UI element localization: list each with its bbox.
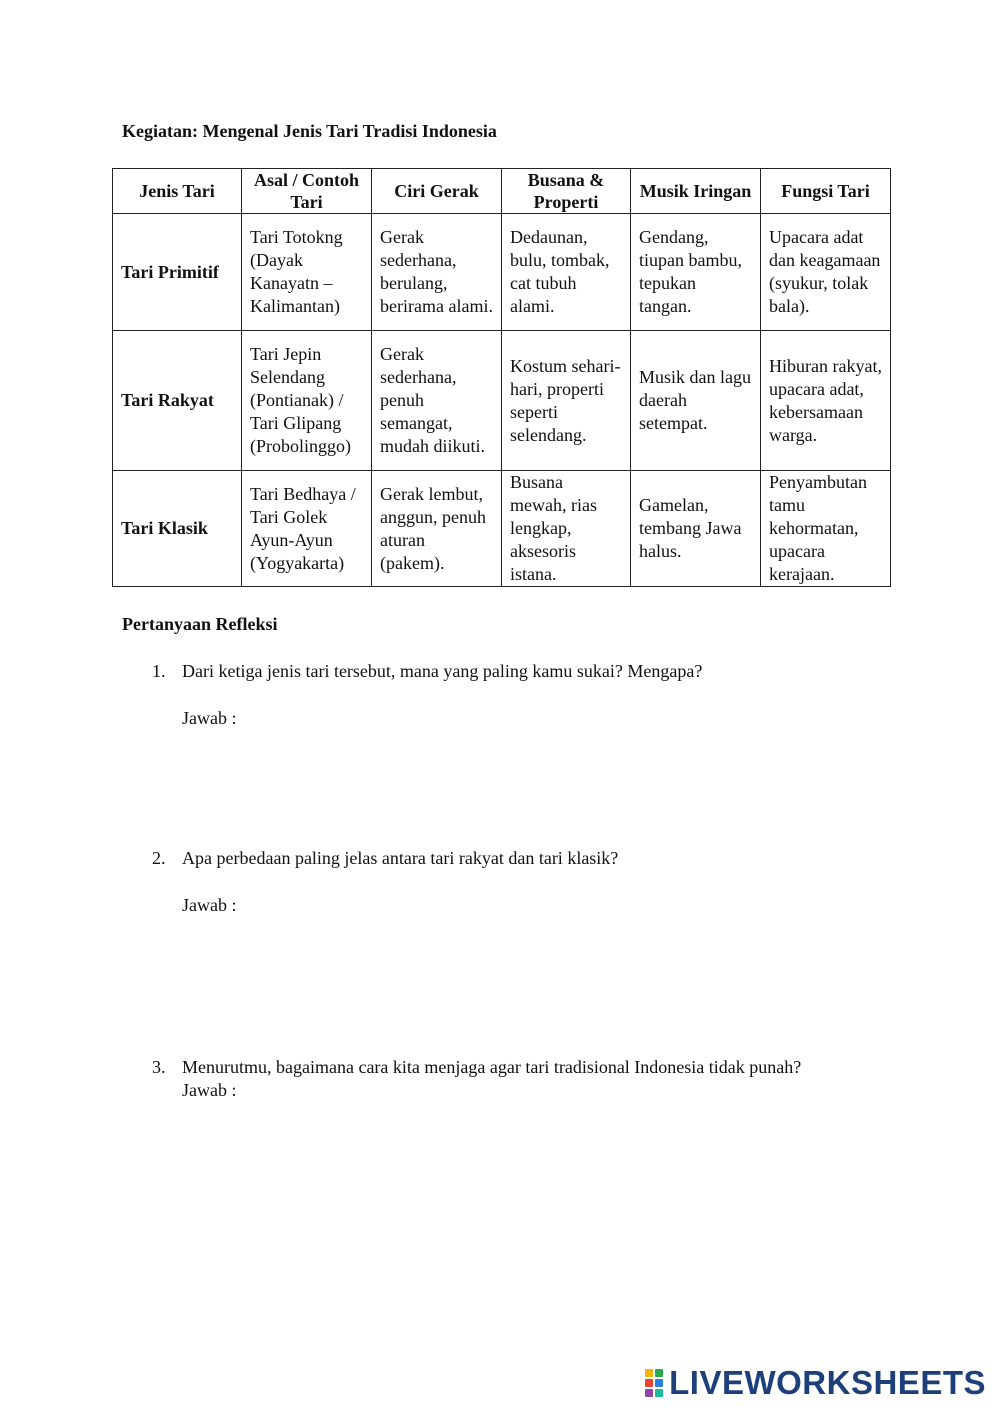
header-musik: Musik Iringan: [631, 169, 761, 214]
page-title: Kegiatan: Mengenal Jenis Tari Tradisi Indonesia: [122, 121, 497, 141]
question-text: Apa perbedaan paling jelas antara tari rakyat dan tari klasik?: [182, 848, 619, 868]
table-cell: Tari Jepin Selendang (Pontianak) / Tari Glipang (Probolinggo): [242, 331, 372, 471]
question-1: [152, 660, 912, 683]
answer-label-1: Jawab :: [182, 708, 237, 728]
table-cell: Tari Bedhaya / Tari Golek Ayun-Ayun (Yogyakarta): [242, 471, 372, 587]
table-cell: Busana mewah, rias lengkap, aksesoris istana.: [502, 471, 631, 587]
table-cell: Musik dan lagu daerah setempat.: [631, 331, 761, 471]
question-text: Dari ketiga jenis tari tersebut, mana yang paling kamu sukai? Mengapa?: [182, 661, 703, 681]
table-cell: Kostum sehari-hari, properti seperti selendang.: [502, 331, 631, 471]
header-ciri-gerak: Ciri Gerak: [372, 169, 502, 214]
table-row: [113, 331, 891, 471]
logo-square: [655, 1379, 663, 1387]
table-row: [113, 471, 891, 587]
table-cell: Tari Klasik: [113, 471, 242, 587]
table-cell: Gamelan, tembang Jawa halus.: [631, 471, 761, 587]
question-text: Menurutmu, bagaimana cara kita menjaga agar tari tradisional Indonesia tidak punah?: [182, 1057, 802, 1077]
logo-square: [655, 1389, 663, 1397]
table-cell: Gendang, tiupan bambu, tepukan tangan.: [631, 214, 761, 331]
header-jenis-tari: Jenis Tari: [113, 169, 242, 214]
table-cell: Penyambutan tamu kehormatan, upacara kerajaan.: [761, 471, 891, 587]
question-2: [152, 847, 912, 870]
header-asal: Asal / Contoh Tari: [242, 169, 372, 214]
answer-label-2: Jawab :: [182, 895, 237, 915]
table-cell: Upacara adat dan keagamaan (syukur, tolak bala).: [761, 214, 891, 331]
logo-square: [645, 1369, 653, 1377]
logo-square: [655, 1369, 663, 1377]
table-cell: Hiburan rakyat, upacara adat, kebersamaan warga.: [761, 331, 891, 471]
logo-square: [645, 1379, 653, 1387]
question-number: 2.: [152, 848, 166, 868]
header-fungsi: Fungsi Tari: [761, 169, 891, 214]
reflection-title: Pertanyaan Refleksi: [122, 614, 278, 634]
table-row: [113, 214, 891, 331]
question-number: 3.: [152, 1057, 166, 1077]
question-number: 1.: [152, 661, 166, 681]
brand-name: LIVEWORKSHEETS: [669, 1364, 986, 1401]
table-cell: Tari Primitif: [113, 214, 242, 331]
table-cell: Gerak sederhana, berulang, berirama alami.: [372, 214, 502, 331]
liveworksheets-brand: [645, 1364, 986, 1402]
table-cell: Gerak lembut, anggun, penuh aturan (pakem).: [372, 471, 502, 587]
table-header-row: [113, 169, 891, 214]
liveworksheets-logo-icon: [645, 1369, 663, 1397]
answer-label-3: Jawab :: [182, 1080, 237, 1100]
table-cell: Tari Rakyat: [113, 331, 242, 471]
logo-square: [645, 1389, 653, 1397]
table-cell: Gerak sederhana, penuh semangat, mudah diikuti.: [372, 331, 502, 471]
question-3: [152, 1056, 912, 1079]
dance-types-table: [112, 168, 891, 587]
header-busana: Busana & Properti: [502, 169, 631, 214]
table-cell: Tari Totokng (Dayak Kanayatn – Kalimantan): [242, 214, 372, 331]
table-cell: Dedaunan, bulu, tombak, cat tubuh alami.: [502, 214, 631, 331]
